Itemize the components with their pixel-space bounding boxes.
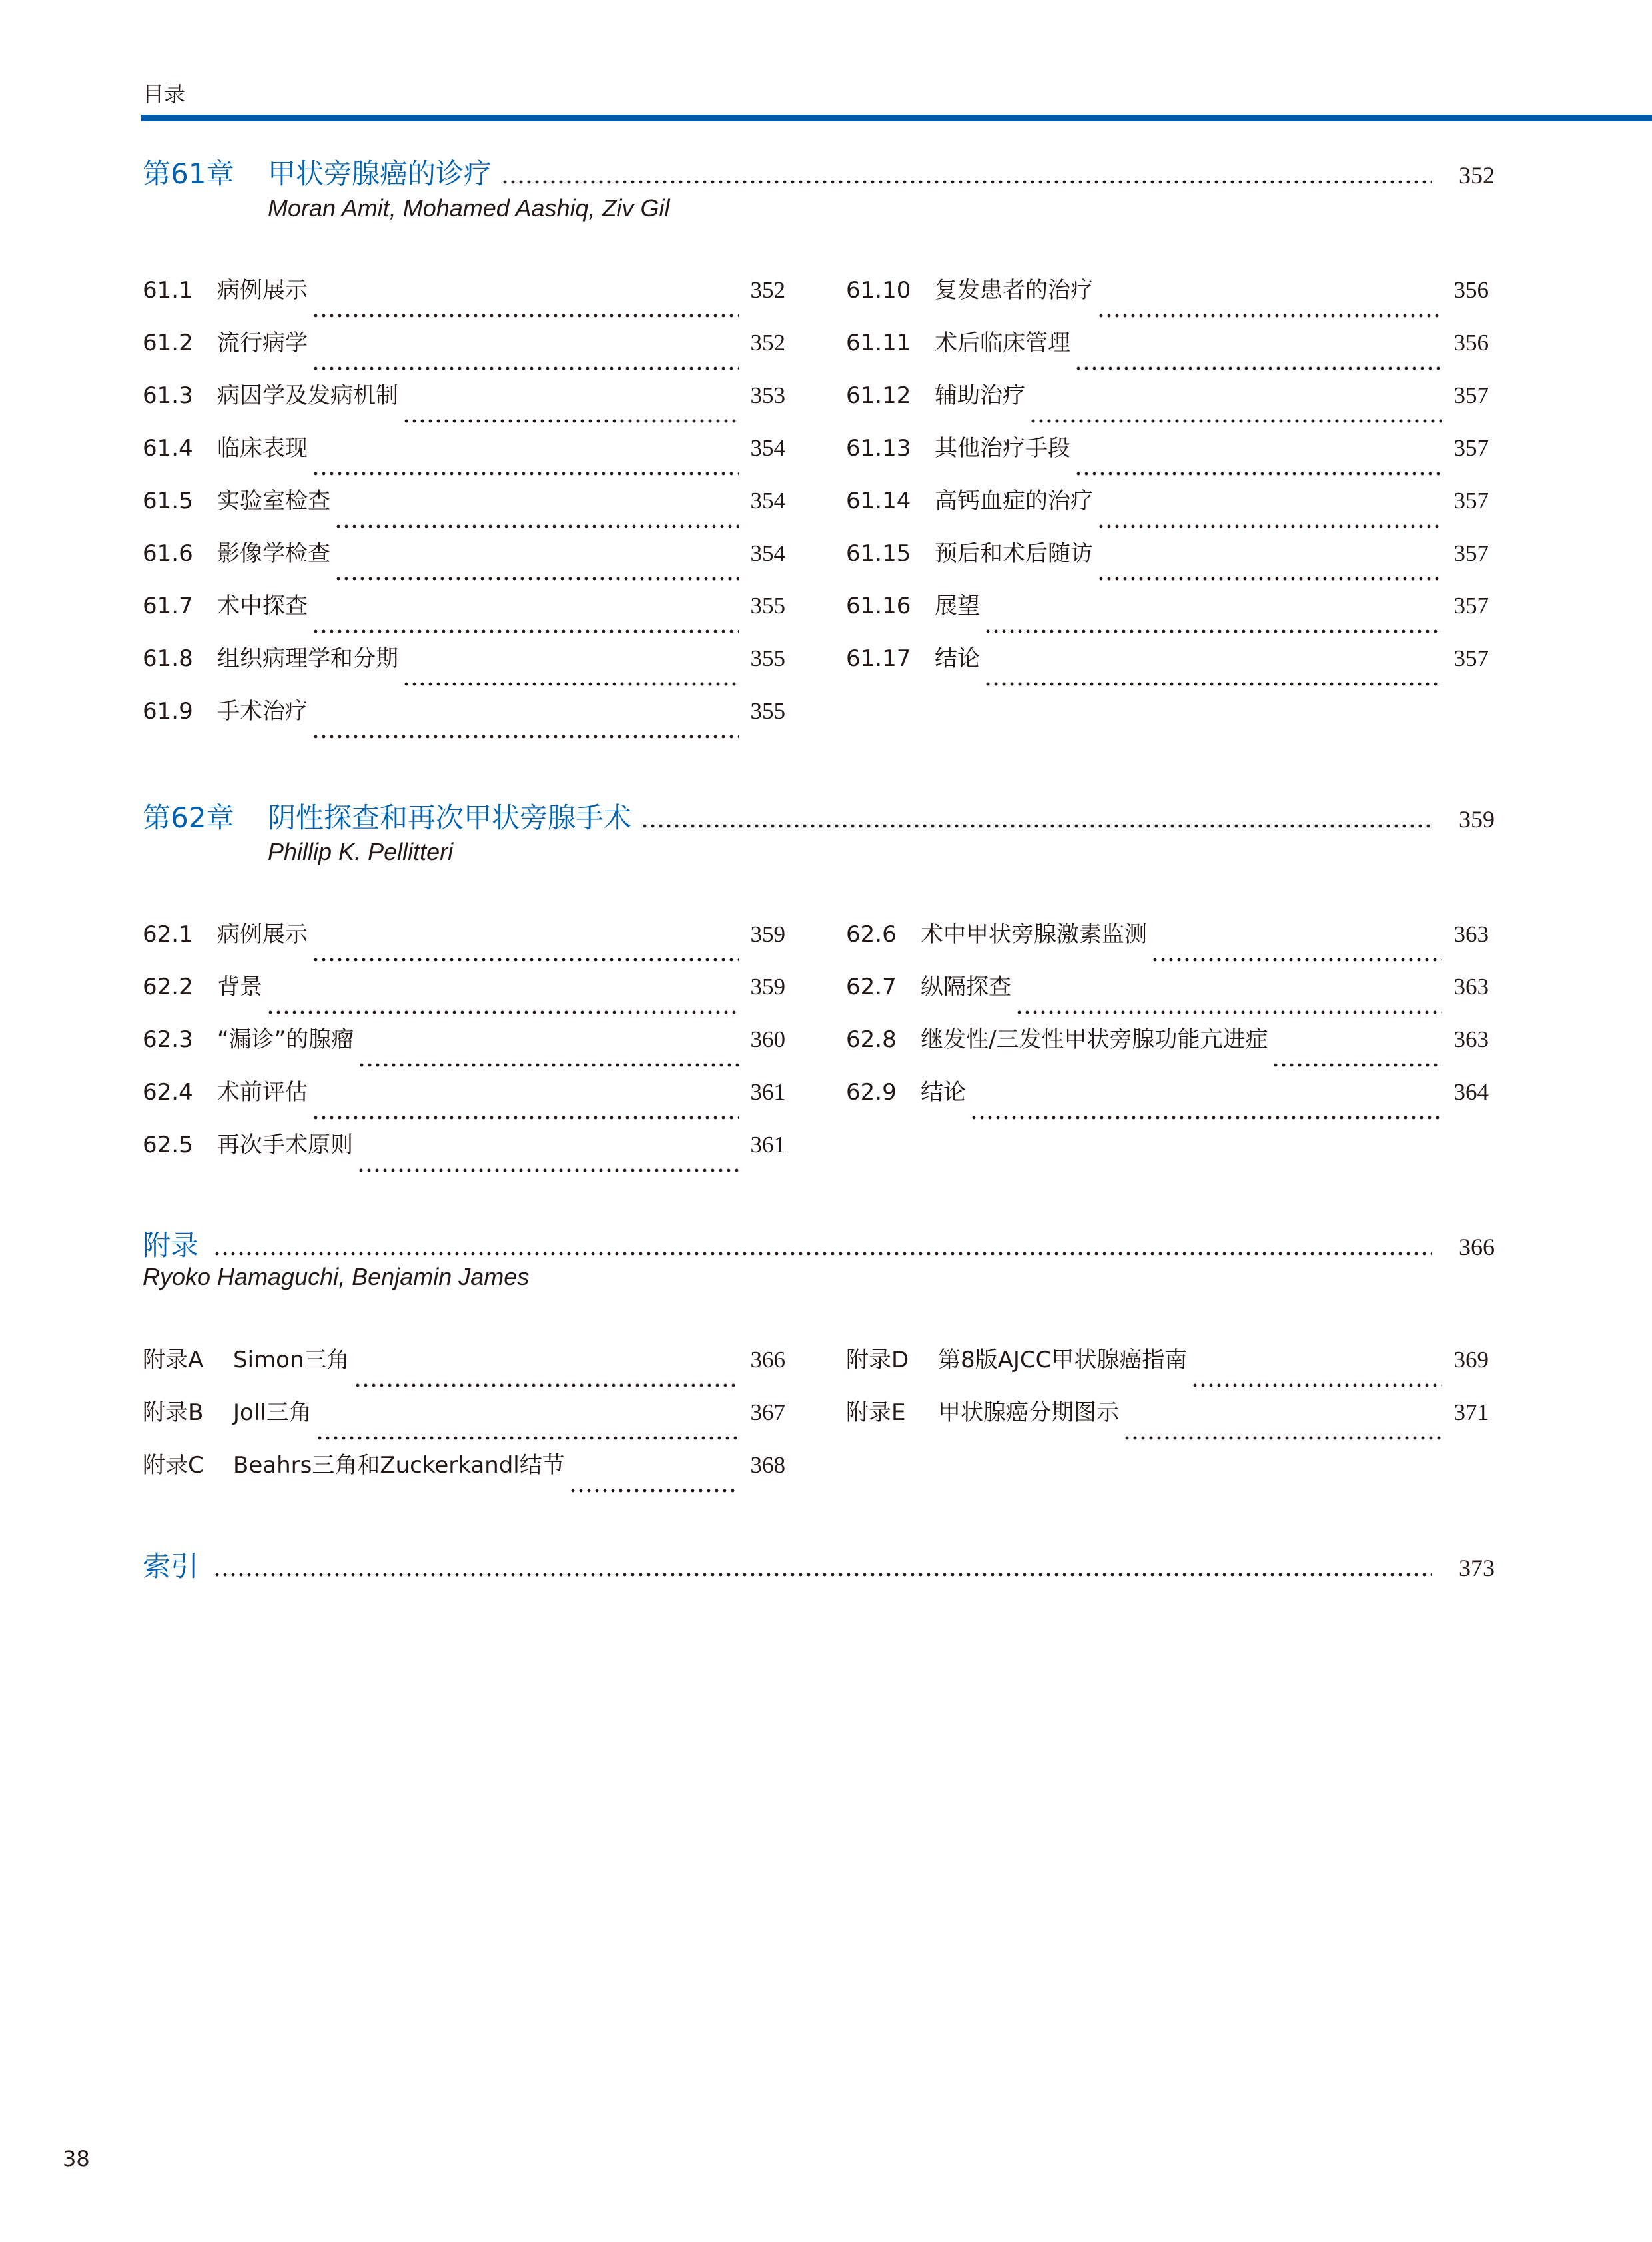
dot-leader [312, 958, 739, 962]
section-page: 361 [750, 1079, 785, 1105]
toc-entry[interactable] [143, 1341, 785, 1394]
section-title[interactable]: 术中甲状旁腺激素监测 [921, 921, 1147, 948]
dot-leader [402, 419, 739, 423]
section-number: 62.9 [846, 1079, 897, 1106]
section-title[interactable]: 高钙血症的治疗 [935, 488, 1093, 514]
section-title[interactable]: 纵隔探查 [921, 974, 1011, 1000]
toc-entry[interactable] [143, 535, 785, 587]
toc-entry[interactable] [846, 1021, 1489, 1074]
section-title[interactable]: 术前评估 [217, 1079, 308, 1106]
dot-leader [316, 1436, 739, 1440]
section-title[interactable]: 术后临床管理 [935, 330, 1070, 356]
section-page: 366 [750, 1347, 785, 1373]
page-number: 38 [63, 2146, 90, 2171]
section-number: 61.4 [143, 435, 193, 462]
dot-leader [312, 735, 739, 739]
section-page: 363 [1453, 1026, 1489, 1052]
section-page: 353 [750, 382, 785, 408]
dot-leader [1029, 419, 1442, 423]
chapter-authors: Ryoko Hamaguchi, Benjamin James [143, 1263, 530, 1290]
toc-entry[interactable] [143, 916, 785, 968]
section-title[interactable]: Joll三角 [233, 1399, 312, 1426]
section-page: 363 [1453, 921, 1489, 947]
section-page: 354 [750, 540, 785, 566]
section-page: 371 [1453, 1399, 1489, 1425]
dot-leader [1151, 958, 1442, 962]
section-number: 附录E [846, 1399, 906, 1426]
chapter-heading[interactable] [143, 1224, 1495, 1264]
section-page: 359 [750, 921, 785, 947]
section-title[interactable]: 实验室检查 [217, 488, 330, 514]
chapter-title[interactable]: 阴性探查和再次甲状旁腺手术 [268, 801, 632, 834]
dot-leader [213, 1573, 1432, 1577]
section-number: 附录B [143, 1399, 204, 1426]
toc-entry[interactable] [846, 968, 1489, 1021]
chapter-title[interactable]: 附录 [143, 1229, 199, 1262]
dot-leader [641, 824, 1432, 828]
dot-leader [1097, 524, 1442, 528]
section-number: 61.10 [846, 277, 911, 304]
toc-entry[interactable] [143, 272, 785, 324]
dot-leader [312, 366, 739, 370]
section-title[interactable]: 辅助治疗 [935, 382, 1025, 409]
section-number: 61.14 [846, 488, 911, 514]
chapter-heading[interactable] [143, 152, 1495, 192]
toc-column-left [143, 1341, 785, 1499]
toc-entry[interactable] [143, 1074, 785, 1126]
toc-entry[interactable] [846, 916, 1489, 968]
dot-leader [501, 180, 1432, 184]
section-number: 62.2 [143, 974, 193, 1000]
dot-leader [358, 1063, 739, 1067]
section-title[interactable]: 组织病理学和分期 [217, 645, 398, 672]
section-number: 61.8 [143, 645, 193, 672]
dot-leader [1272, 1063, 1442, 1067]
section-title[interactable]: 展望 [935, 593, 980, 619]
section-title[interactable]: 其他治疗手段 [935, 435, 1070, 462]
chapter-heading[interactable] [143, 796, 1495, 836]
chapter-number: 第61章 [143, 157, 234, 190]
dot-leader [334, 524, 739, 528]
section-page: 368 [750, 1452, 785, 1478]
toc-column-left [143, 916, 785, 1179]
section-title[interactable]: 第8版AJCC甲状腺癌指南 [938, 1347, 1188, 1373]
toc-entry[interactable] [846, 482, 1489, 535]
section-number: 61.13 [846, 435, 911, 462]
section-title[interactable]: 甲状腺癌分期图示 [938, 1399, 1119, 1426]
toc-entry[interactable] [143, 968, 785, 1021]
toc-column-right [846, 1341, 1489, 1447]
toc-entry[interactable] [846, 377, 1489, 430]
section-page: 356 [1453, 330, 1489, 356]
section-number: 62.1 [143, 921, 193, 948]
toc-entry[interactable] [846, 1074, 1489, 1126]
dot-leader [266, 1010, 739, 1014]
section-page: 367 [750, 1399, 785, 1425]
section-title[interactable]: 手术治疗 [217, 698, 308, 725]
section-page: 357 [1453, 645, 1489, 671]
dot-leader [1123, 1436, 1442, 1440]
section-number: 62.8 [846, 1026, 897, 1053]
section-page: 357 [1453, 488, 1489, 514]
toc-entry[interactable] [143, 693, 785, 745]
section-page: 356 [1453, 277, 1489, 303]
section-page: 355 [750, 698, 785, 724]
section-page: 352 [750, 330, 785, 356]
dot-leader [1191, 1383, 1442, 1387]
toc-entry[interactable] [846, 1394, 1489, 1447]
section-title[interactable]: 继发性/三发性甲状旁腺功能亢进症 [921, 1026, 1268, 1053]
toc-entry[interactable] [143, 377, 785, 430]
section-page: 357 [1453, 435, 1489, 461]
chapter-title[interactable]: 甲状旁腺癌的诊疗 [268, 157, 492, 190]
section-title[interactable]: Beahrs三角和Zuckerkandl结节 [233, 1452, 565, 1479]
chapter-page: 359 [1459, 806, 1495, 833]
chapter-page: 352 [1459, 162, 1495, 188]
section-page: 357 [1453, 540, 1489, 566]
section-title[interactable]: 临床表现 [217, 435, 308, 462]
section-title[interactable]: 预后和术后随访 [935, 540, 1093, 567]
section-number: 61.2 [143, 330, 193, 356]
section-title[interactable]: 病因学及发病机制 [217, 382, 398, 409]
dot-leader [354, 1383, 739, 1387]
section-page: 364 [1453, 1079, 1489, 1105]
section-number: 62.5 [143, 1132, 193, 1158]
dot-leader [1097, 314, 1442, 318]
section-page: 359 [750, 974, 785, 1000]
toc-entry[interactable] [143, 640, 785, 693]
chapter-authors: Moran Amit, Mohamed Aashiq, Ziv Gil [268, 194, 670, 222]
dot-leader [312, 629, 739, 633]
section-title[interactable]: 影像学检查 [217, 540, 330, 567]
dot-leader [970, 1116, 1442, 1120]
dot-leader [1074, 366, 1442, 370]
section-page: 360 [750, 1026, 785, 1052]
dot-leader [312, 1116, 739, 1120]
section-title[interactable]: 再次手术原则 [217, 1132, 353, 1158]
dot-leader [569, 1489, 739, 1493]
toc-entry[interactable] [846, 272, 1489, 324]
section-page: 363 [1453, 974, 1489, 1000]
section-number: 61.15 [846, 540, 911, 567]
chapter-authors: Phillip K. Pellitteri [268, 838, 454, 865]
chapter-title[interactable]: 索引 [143, 1550, 199, 1583]
section-number: 62.6 [846, 921, 897, 948]
section-title[interactable]: 病例展示 [217, 921, 308, 948]
dot-leader [1074, 472, 1442, 476]
section-title[interactable]: “漏诊”的腺瘤 [217, 1026, 354, 1053]
chapter-number: 第62章 [143, 801, 234, 834]
toc-entry[interactable] [143, 430, 785, 482]
toc-column-right [846, 916, 1489, 1126]
section-title[interactable]: 病例展示 [217, 277, 308, 304]
running-header: 目录 [143, 81, 186, 107]
dot-leader [334, 577, 739, 581]
dot-leader [402, 682, 739, 686]
section-number: 61.1 [143, 277, 193, 304]
section-title[interactable]: 流行病学 [217, 330, 308, 356]
section-number: 62.4 [143, 1079, 193, 1106]
section-page: 355 [750, 593, 785, 619]
section-page: 369 [1453, 1347, 1489, 1373]
section-number: 61.11 [846, 330, 911, 356]
dot-leader [1015, 1010, 1442, 1014]
section-title[interactable]: 结论 [921, 1079, 966, 1106]
dot-leader [1097, 577, 1442, 581]
toc-entry[interactable] [846, 640, 1489, 693]
section-title[interactable]: 术中探查 [217, 593, 308, 619]
dot-leader [312, 472, 739, 476]
toc-entry[interactable] [846, 324, 1489, 377]
section-title[interactable]: 结论 [935, 645, 980, 672]
toc-entry[interactable] [143, 1126, 785, 1179]
section-page: 352 [750, 277, 785, 303]
section-page: 355 [750, 645, 785, 671]
section-number: 61.12 [846, 382, 911, 409]
section-page: 354 [750, 435, 785, 461]
toc-entry[interactable] [846, 587, 1489, 640]
section-number: 61.7 [143, 593, 193, 619]
section-title[interactable]: 背景 [217, 974, 262, 1000]
dot-leader [312, 314, 739, 318]
section-number: 61.3 [143, 382, 193, 409]
toc-column-right [846, 272, 1489, 693]
dot-leader [984, 629, 1442, 633]
dot-leader [357, 1168, 739, 1172]
section-number: 62.3 [143, 1026, 193, 1053]
section-page: 361 [750, 1132, 785, 1158]
section-number: 附录C [143, 1452, 204, 1479]
section-title[interactable]: Simon三角 [233, 1347, 350, 1373]
toc-entry[interactable] [846, 430, 1489, 482]
section-number: 61.5 [143, 488, 193, 514]
section-page: 357 [1453, 593, 1489, 619]
toc-entry[interactable] [143, 587, 785, 640]
header-rule [141, 115, 1652, 121]
toc-entry[interactable] [846, 1341, 1489, 1394]
toc-entry[interactable] [143, 1021, 785, 1074]
section-number: 61.16 [846, 593, 911, 619]
chapter-page: 366 [1459, 1234, 1495, 1260]
toc-entry[interactable] [143, 324, 785, 377]
chapter-heading[interactable] [143, 1545, 1495, 1585]
chapter-page: 373 [1459, 1555, 1495, 1581]
section-number: 61.17 [846, 645, 911, 672]
section-number: 附录A [143, 1347, 204, 1373]
toc-entry[interactable] [143, 1394, 785, 1447]
section-number: 61.9 [143, 698, 193, 725]
toc-entry[interactable] [143, 1447, 785, 1499]
section-number: 62.7 [846, 974, 897, 1000]
toc-column-left [143, 272, 785, 745]
section-number: 61.6 [143, 540, 193, 567]
toc-entry[interactable] [143, 482, 785, 535]
section-page: 357 [1453, 382, 1489, 408]
toc-entry[interactable] [846, 535, 1489, 587]
section-title[interactable]: 复发患者的治疗 [935, 277, 1093, 304]
dot-leader [984, 682, 1442, 686]
dot-leader [213, 1252, 1432, 1256]
section-page: 354 [750, 488, 785, 514]
section-number: 附录D [846, 1347, 909, 1373]
